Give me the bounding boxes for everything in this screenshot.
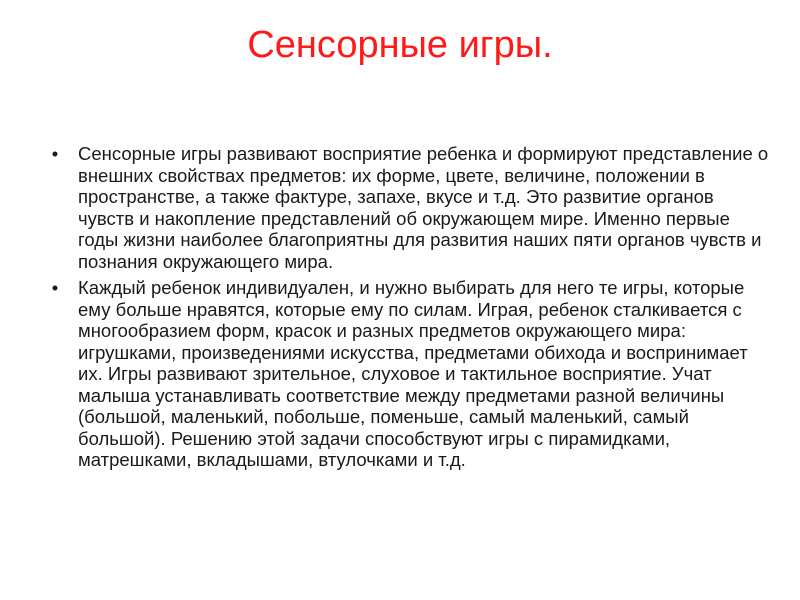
bullet-item xyxy=(40,277,770,471)
bullet-item xyxy=(40,143,770,272)
slide-body xyxy=(40,143,770,476)
bullet-list xyxy=(40,143,770,471)
bullet-icon: • xyxy=(51,143,59,164)
slide-title: Сенсорные игры. xyxy=(247,24,553,66)
bullet-text: Сенсорные игры развивают восприятие ребенка и формируют представление о внешних свойствах предметов: их форме, цвете, величине, положении в пространстве, а также фактуре, запахе, вкусе и т.д. Это развитие органов чувств и накопление представлений об окружающем мире. Именно первые годы жизни наиболее благоприятны для развития наших пяти органов чувств и познания окружающего мира. xyxy=(78,143,769,272)
bullet-text: Каждый ребенок индивидуален, и нужно выбирать для него те игры, которые ему больше нравятся, которые ему по силам. Играя, ребенок сталкивается с многообразием форм, красок и разных предметов окружающего мира: игрушками, произведениями искусства, предметами обихода и воспринимает их. Игры развивают зрительное, слуховое и тактильное восприятие. Учат малыша устанавливать соответствие между предметами разной величины (большой, маленький, побольше, поменьше, самый маленький, самый большой). Решению этой задачи способствуют игры с пирамидками, матрешками, вкладышами, втулочками и т.д. xyxy=(78,277,748,470)
bullet-icon: • xyxy=(51,277,59,298)
